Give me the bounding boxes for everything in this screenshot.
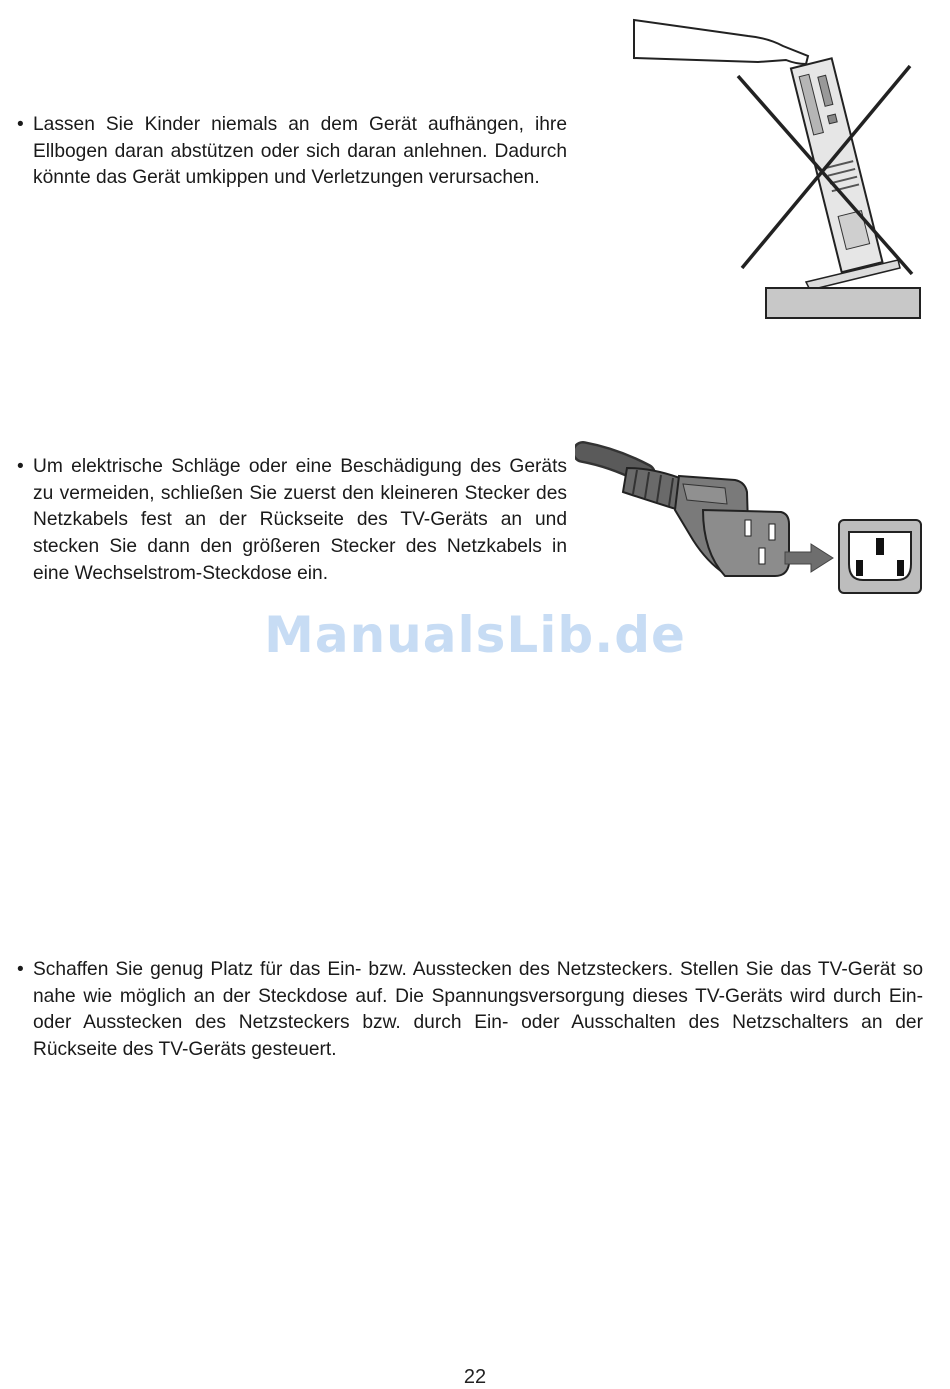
- tv-tipping-illustration: [628, 14, 928, 324]
- page-number: 22: [463, 1366, 487, 1388]
- hand-icon: [634, 20, 808, 64]
- table-icon: [766, 288, 920, 318]
- warning-item-children: [17, 112, 567, 192]
- tilted-tv-icon: [791, 58, 883, 272]
- power-plug-illustration: [575, 440, 935, 610]
- bullet: •: [17, 114, 24, 135]
- watermark: ManualsLib.de: [264, 606, 686, 664]
- warning-item-plug-access: [17, 957, 923, 1064]
- bullet: •: [17, 456, 24, 477]
- warning-item-power-cable: [17, 454, 567, 588]
- warning-text: Schaffen Sie genug Platz für das Ein- bzw. Ausstecken des Netzsteckers. Stellen Sie das TV-Gerät so nahe wie möglich an der Steckdose auf. Die Spannungsversorgung dieses TV-Geräts wird durch Ein- oder Ausstecken des Netzsteckers bzw. durch Ein- oder Ausschalten des Netzschalters an der Rückseite des TV-Geräts gesteuert.: [33, 959, 923, 1061]
- arrow-right-icon: [785, 544, 833, 572]
- bullet: •: [17, 959, 24, 980]
- warning-text: Um elektrische Schläge oder eine Beschädigung des Geräts zu vermeiden, schließen Sie zuerst den kleineren Stecker des Netzkabels fest an der Rückseite des TV-Geräts an und stecken Sie dann den größeren Stecker des Netzkabels in eine Wechselstrom-Steckdose ein.: [33, 456, 567, 584]
- warning-text: Lassen Sie Kinder niemals an dem Gerät aufhängen, ihre Ellbogen daran abstützen oder sich daran anlehnen. Dadurch könnte das Gerät umkippen und Verletzungen verursachen.: [33, 114, 567, 189]
